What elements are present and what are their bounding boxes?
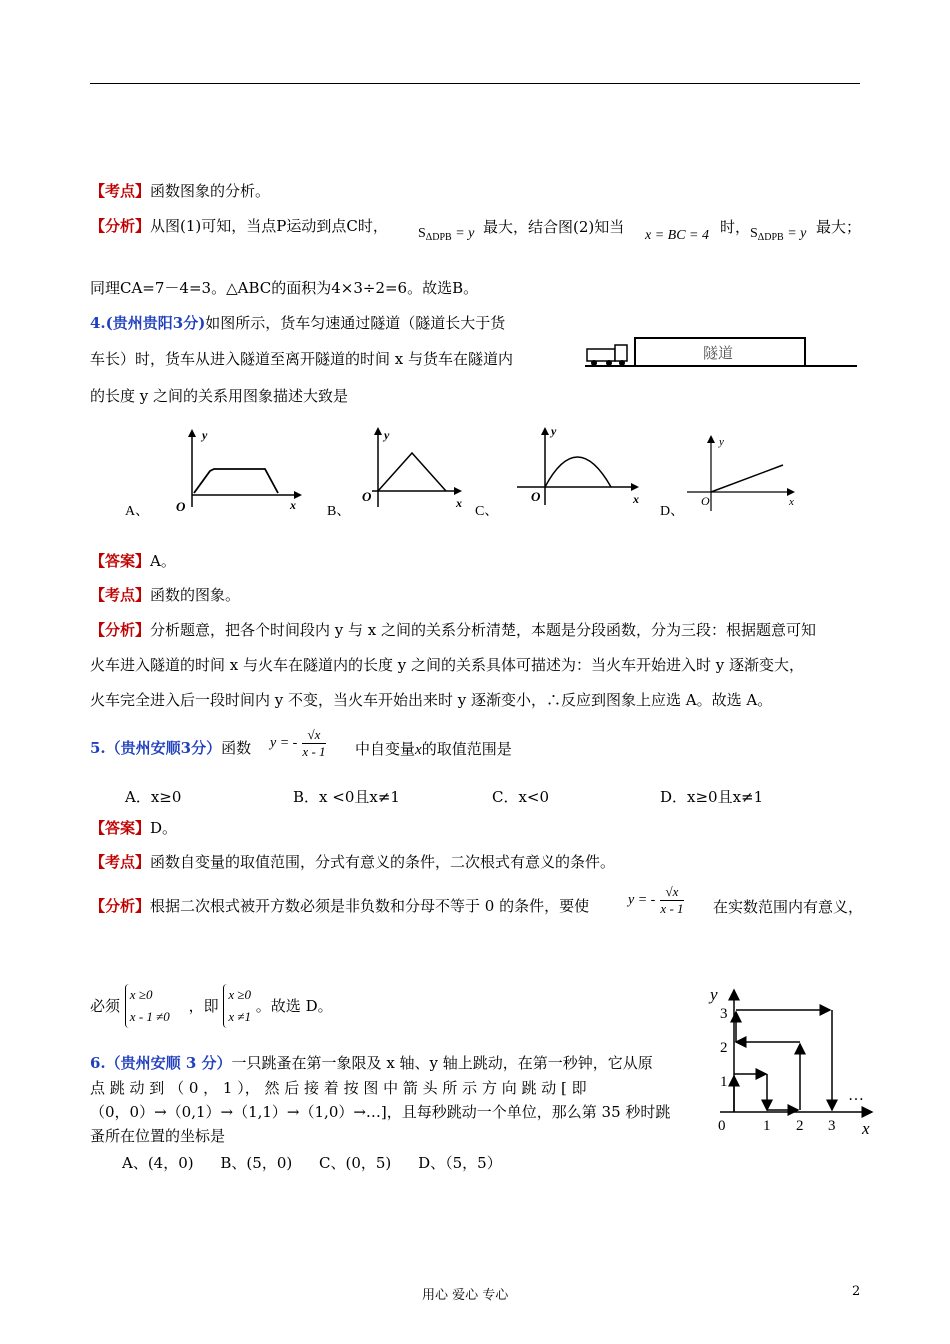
answer-tag: 【答案】 xyxy=(90,552,151,570)
q4-stem1: 如图所示，货车匀速通过隧道（隧道长大于货 xyxy=(205,314,506,332)
axis-y: y xyxy=(202,428,208,442)
func-num: √x xyxy=(302,727,325,744)
q5-system-line xyxy=(90,984,333,1028)
func-num-2: √x xyxy=(660,884,683,901)
fenxi-tag: 【分析】 xyxy=(90,621,151,639)
kaodian-tag: 【考点】 xyxy=(90,586,151,604)
page-number: 2 xyxy=(852,1284,861,1299)
func-fraction xyxy=(302,727,325,760)
fenxi-part2: 最大，结合图(2)知当 xyxy=(483,218,625,236)
q5-stem-x: x xyxy=(415,742,422,758)
footer-center: 用心 爱心 专心 xyxy=(422,1288,509,1303)
fig-xtick-1: 1 xyxy=(763,1118,771,1134)
q6-stem-line4: 蚤所在位置的坐标是 xyxy=(90,1127,226,1145)
q6-option-a: A、(4，0) xyxy=(122,1154,194,1172)
q5-kaodian xyxy=(90,852,615,872)
fig-ytick-3: 3 xyxy=(720,1006,728,1022)
kaodian-text: 函数自变量的取值范围，分式有意义的条件，二次根式有意义的条件。 xyxy=(150,853,616,871)
axis-x: x xyxy=(633,492,639,506)
s-sub: ΔDPB xyxy=(425,232,452,243)
q5-fenxi xyxy=(90,896,589,916)
q6-stem-line2: 点 跳 动 到 （ 0 ， 1 ）， 然 后 接 着 按 图 中 箭 头 所 示 方 向 跳 动 [ 即 xyxy=(90,1079,587,1097)
q5-number: 5.（贵州安顺3分） xyxy=(90,739,222,757)
q4-option-a-graph xyxy=(120,425,310,520)
q5-fenxi-function xyxy=(628,884,684,917)
fenxi-part4: 最大； xyxy=(816,218,862,236)
q3-fenxi-line2: 同理CA=7－4=3。△ABC的面积为4×3÷2=6。故选B。 xyxy=(90,279,479,297)
must-text: 必须 xyxy=(90,997,121,1015)
fig-ytick-2: 2 xyxy=(720,1040,728,1056)
kaodian-tag: 【考点】 xyxy=(90,182,151,200)
q6-stem-line1 xyxy=(90,1053,653,1073)
tunnel-figure xyxy=(585,333,860,373)
sys1-b: x - 1 ≠0 xyxy=(129,1009,170,1024)
axis-x: x xyxy=(456,496,462,510)
fenxi-text-b: 在实数范围内有意义， xyxy=(713,898,864,916)
q3-fenxi xyxy=(90,216,388,236)
s-sub-2: ΔDPB xyxy=(757,232,784,243)
q4-kaodian xyxy=(90,585,240,605)
func-lhs: y = - xyxy=(270,735,298,751)
end-text: 。故选 D。 xyxy=(255,997,333,1015)
sys2-a: x ≥0 xyxy=(228,987,252,1002)
func-fraction-2 xyxy=(660,884,683,917)
q6-stem-line3: （0，0）→（0,1）→（1,1）→（1,0）→…]，且每秒跳动一个单位，那么第 35 秒时跳 xyxy=(90,1103,671,1121)
axis-y: y xyxy=(719,436,724,448)
origin: O xyxy=(176,499,186,514)
q6-option-c: C、(0，5) xyxy=(319,1154,392,1172)
q4-fenxi-line2: 火车进入隧道的时间 x 与火车在隧道内的长度 y 之间的关系具体可描述为：当火车开始进入时 y 逐渐变大， xyxy=(90,656,805,674)
func-lhs-2: y = - xyxy=(628,892,656,908)
fig-origin: 0 xyxy=(718,1118,726,1134)
q5-stem xyxy=(90,738,251,758)
answer-tag: 【答案】 xyxy=(90,819,151,837)
fig-x-label: x xyxy=(862,1119,870,1138)
q6-option-b: B、(5，0) xyxy=(220,1154,293,1172)
q4-stem-line3: 的长度 y 之间的关系用图象描述大致是 xyxy=(90,387,349,405)
q6-stem1: 一只跳蚤在第一象限及 x 轴、y 轴上跳动，在第一秒钟，它从原 xyxy=(231,1054,653,1072)
origin: O xyxy=(701,494,710,508)
fenxi-text-a: 根据二次根式被开方数必须是非负数和分母不等于 0 的条件，要使 xyxy=(150,897,590,915)
q4-answer xyxy=(90,551,176,571)
kaodian-tag: 【考点】 xyxy=(90,853,151,871)
axis-x: x xyxy=(789,496,794,508)
origin: O xyxy=(362,489,372,504)
sys2-b: x ≠1 xyxy=(228,1009,252,1024)
s-dpb-2 xyxy=(750,226,806,243)
fig-ellipsis: … xyxy=(848,1087,864,1104)
origin: O xyxy=(531,489,541,504)
truck-icon xyxy=(587,345,627,366)
axis-y: y xyxy=(384,428,390,442)
func-den-2: x - 1 xyxy=(660,901,684,916)
sys1-a: x ≥0 xyxy=(129,987,153,1002)
header-rule xyxy=(90,83,860,84)
q4-option-c-graph xyxy=(473,425,648,520)
system-2 xyxy=(223,984,251,1028)
fenxi-part1: 从图(1)可知，当点P运动到点C时， xyxy=(150,217,388,235)
fenxi-part3: 时， xyxy=(720,218,751,236)
answer-text: D。 xyxy=(150,819,178,837)
ji-text: ，即 xyxy=(188,997,219,1015)
option-c-label: C、 xyxy=(475,504,499,519)
q4-option-b-graph xyxy=(322,425,472,520)
axis-x: x xyxy=(290,498,296,512)
s-label: S xyxy=(418,226,426,241)
q4-fenxi-line1 xyxy=(90,620,816,640)
q5-stem-b: 中自变量 xyxy=(355,740,416,758)
tunnel-label: 隧道 xyxy=(703,346,734,362)
fenxi-text1: 分析题意，把各个时间段内 y 与 x 之间的关系分析清楚，本题是分段函数，分为三段：根据题意可知 xyxy=(150,621,817,639)
q5-stem-c: 的取值范围是 xyxy=(421,740,512,758)
fig-y-label: y xyxy=(710,985,718,1004)
kaodian-text: 函数图象的分析。 xyxy=(150,182,271,200)
fenxi-tag: 【分析】 xyxy=(90,217,151,235)
axis-y: y xyxy=(551,425,557,438)
s-dpb-1 xyxy=(418,226,474,243)
x-eq-bc: x = BC = 4 xyxy=(645,228,709,243)
q4-stem-line2: 车长）时，货车从进入隧道至离开隧道的时间 x 与货车在隧道内 xyxy=(90,350,513,368)
option-d-label: D、 xyxy=(660,504,685,519)
q5-stem-a: 函数 xyxy=(221,739,252,757)
q4-option-d-graph xyxy=(655,425,805,520)
q6-number: 6.（贵州安顺 3 分） xyxy=(90,1054,232,1072)
kaodian-text: 函数的图象。 xyxy=(150,586,241,604)
option-a-label: A、 xyxy=(125,504,150,519)
s-eq-2: = y xyxy=(787,226,807,241)
q4-number: 4.(贵州贵阳3分) xyxy=(90,314,206,332)
q5-option-d: D．x≥0且x≠1 xyxy=(660,788,764,806)
q6-option-d: D、（5，5） xyxy=(418,1154,502,1172)
fig-xtick-3: 3 xyxy=(828,1118,836,1134)
fig-xtick-2: 2 xyxy=(796,1118,804,1134)
q5-option-a: A．x≥0 xyxy=(125,788,182,806)
answer-text: A。 xyxy=(150,552,176,570)
q5-option-b: B．x <0且x≠1 xyxy=(293,788,400,806)
s-eq: = y xyxy=(455,226,475,241)
func-den: x - 1 xyxy=(302,744,326,759)
system-1 xyxy=(125,984,170,1028)
s-label-2: S xyxy=(750,226,758,241)
q5-answer xyxy=(90,818,177,838)
q6-options xyxy=(122,1152,502,1173)
q4-stem-line1 xyxy=(90,313,505,333)
q3-kaodian xyxy=(90,181,270,201)
q5-stem-rest xyxy=(355,738,512,759)
q5-function xyxy=(270,727,326,760)
fenxi-tag: 【分析】 xyxy=(90,897,151,915)
option-b-label: B、 xyxy=(327,504,351,519)
q4-fenxi-line3: 火车完全进入后一段时间内 y 不变，当火车开始出来时 y 逐渐变小，∴反应到图象上应选 A。故选 A。 xyxy=(90,691,773,709)
q5-option-c: C．x<0 xyxy=(492,788,550,806)
flea-jump-figure xyxy=(700,978,885,1138)
fig-ytick-1: 1 xyxy=(720,1074,728,1090)
